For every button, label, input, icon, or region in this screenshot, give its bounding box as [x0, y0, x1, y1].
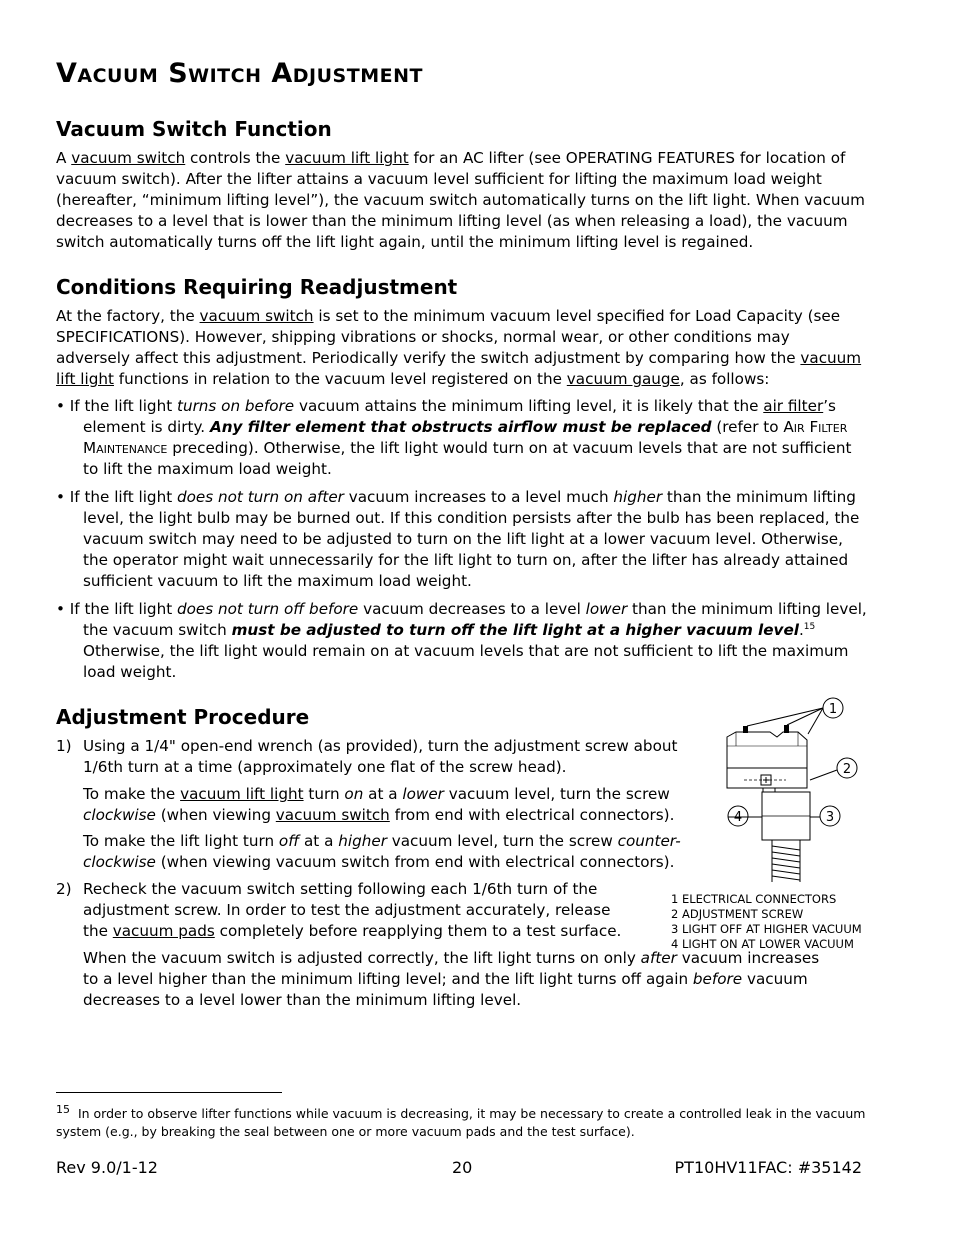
callout-1: 1	[828, 702, 838, 717]
footnote: $^{15}$ In order to observe lifter functions while vacuum is decreasing, it may be necessary to create a controlled leak in the vacuum system (e.g., by breaking the seal between one or more vacuum pads and the test surface).	[56, 1102, 866, 1139]
bullet-does-not-turn-off-before: • If the lift light does not turn off before vacuum decreases to a level lower than the minimum lifting level, the vacuum switch must be adjusted to turn off the lift light at a higher vacuum level.$^{15}$ Otherwise, the lift light would remain on at vacuum levels that are not sufficient to lift the maximum load weight.	[56, 600, 867, 681]
step-2: 2) Recheck the vacuum switch setting following each 1/6th turn of the adjustment screw. In order to test the adjustment accurately, release the vacuum pads completely before reapplying them to a test surface.	[56, 880, 622, 940]
paragraph-function: A vacuum switch controls the vacuum lift light for an AC lifter (see OPERATING FEATURES for location of vacuum switch). After the lifter attains a vacuum level sufficient for lifting the maximum load weight (hereafter, “minimum lifting level”), the vacuum switch automatically turns on the lift light. When vacuum decreases to a level that is lower than the minimum lifting level (as when releasing a load), the vacuum switch automatically turns off the lift light again, until the minimum lifting level is regained.	[56, 149, 865, 251]
section-heading-readjustment: Conditions Requiring Readjustment	[56, 275, 458, 299]
legend-item: 3 LIGHT OFF AT HIGHER VACUUM	[671, 922, 862, 936]
step-2-correct-adjustment: When the vacuum switch is adjusted correctly, the lift light turns on only after vacuum increases to a level higher than the minimum lifting level; and the lift light turns off again before vacuum decreases to a level lower than the minimum lifting level.	[83, 949, 820, 1009]
step-1-clockwise: To make the vacuum lift light turn on at a lower vacuum level, turn the screw clockwise (when viewing vacuum switch from end with electrical connectors).	[83, 785, 675, 824]
footer-page-number: 20	[452, 1158, 473, 1177]
step-1-counterclockwise: To make the lift light turn off at a higher vacuum level, turn the screw counter-clockwise (when viewing vacuum switch from end with electrical connectors).	[83, 832, 681, 871]
page-title: Vacuum Switch Adjustment	[56, 58, 423, 89]
footer-document-id: PT10HV11FAC: #35142	[674, 1158, 862, 1177]
callout-4: 4	[733, 810, 743, 825]
section-heading-procedure: Adjustment Procedure	[56, 705, 310, 729]
legend-item: 2 ADJUSTMENT SCREW	[671, 907, 804, 921]
legend-item: 4 LIGHT ON AT LOWER VACUUM	[671, 937, 854, 951]
vacuum-switch-diagram	[690, 690, 865, 885]
bullet-turns-on-before: • If the lift light turns on before vacuum attains the minimum lifting level, it is likely that the air filter’s element is dirty. Any filter element that obstructs airflow must be replaced (refer to Air Filter Maintenance preceding). Otherwise, the lift light would turn on at vacuum levels that are not sufficient to lift the maximum load weight.	[56, 397, 852, 478]
section-heading-function: Vacuum Switch Function	[56, 117, 332, 141]
callout-3: 3	[825, 810, 835, 825]
footnote-divider	[56, 1092, 282, 1093]
callout-2: 2	[842, 762, 852, 777]
bullet-does-not-turn-on-after: • If the lift light does not turn on after vacuum increases to a level much higher than the minimum lifting level, the light bulb may be burned out. If this condition persists after the bulb has been replaced, the vacuum switch may need to be adjusted to turn on the lift light at a lower vacuum level. Otherwise, the operator might wait unnecessarily for the lift light to turn on, after the lifter has already attained sufficient vacuum to lift the maximum load weight.	[56, 488, 860, 590]
footer-revision: Rev 9.0/1-12	[56, 1158, 158, 1177]
figure-legend	[671, 892, 862, 952]
paragraph-readjustment: At the factory, the vacuum switch is set to the minimum vacuum level specified for Load Capacity (see SPECIFICATIONS). However, shipping vibrations or shocks, normal wear, or other conditions may adversely affect this adjustment. Periodically verify the switch adjustment by comparing how the vacuum lift light functions in relation to the vacuum level registered on the vacuum gauge, as follows:	[56, 307, 862, 388]
footnote-ref: 15	[803, 621, 816, 632]
legend-item: 1 ELECTRICAL CONNECTORS	[671, 892, 837, 906]
step-1: 1) Using a 1/4" open-end wrench (as provided), turn the adjustment screw about 1/6th turn at a time (approximately one flat of the screw head).	[56, 737, 678, 776]
